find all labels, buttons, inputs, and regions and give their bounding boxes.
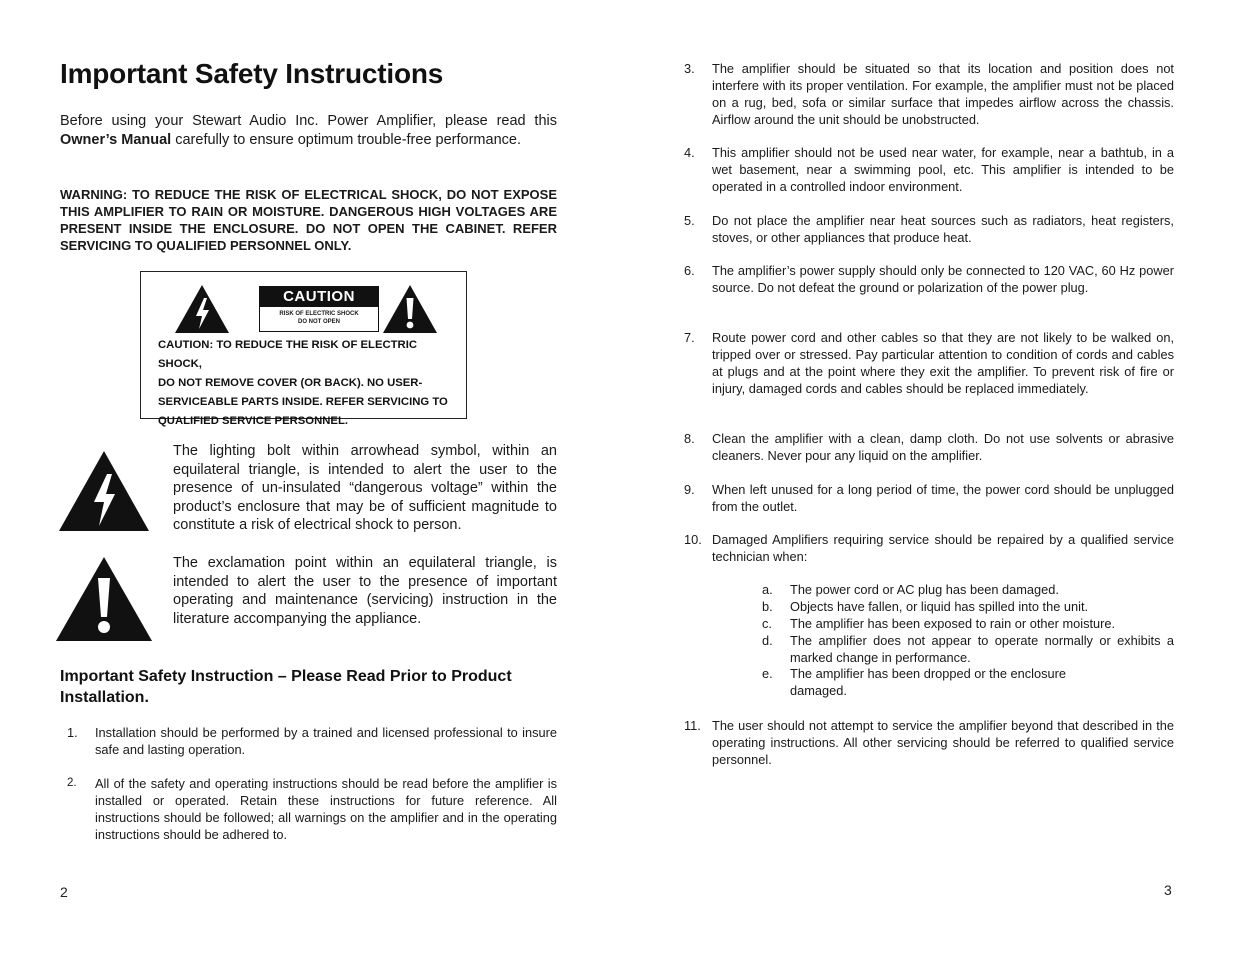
list-item-number: 11. bbox=[684, 718, 701, 733]
list-item-number: 2. bbox=[67, 777, 77, 789]
caution-box bbox=[140, 271, 467, 427]
caution-text-line-3: SERVICEABLE PARTS INSIDE. REFER SERVICING TO bbox=[158, 396, 448, 408]
list-item bbox=[67, 724, 557, 760]
intro-text-before: Before using your Stewart Audio Inc. Power Amplifier, please read this bbox=[60, 113, 557, 129]
sub-list-item-letter: e. bbox=[762, 666, 773, 681]
sub-list-item-text: The amplifier does not appear to operate normally or exhibits a marked change in performance. bbox=[790, 633, 1174, 665]
list-item-text: When left unused for a long period of time, the power cord should be unplugged from the outlet. bbox=[712, 482, 1174, 514]
list-item-text: Clean the amplifier with a clean, damp cloth. Do not use solvents or abrasive cleaners. Never pour any liquid on the amplifier. bbox=[712, 431, 1174, 463]
caution-label-head: CAUTION bbox=[260, 287, 378, 307]
left-page bbox=[0, 0, 617, 954]
caution-box-text bbox=[158, 336, 458, 431]
list-item-number: 4. bbox=[684, 145, 695, 160]
list-item-number: 8. bbox=[684, 431, 695, 446]
lightning-symbol-description: The lighting bolt within arrowhead symbol, within an equilateral triangle, is intended to alert the user to the presence of un-insulated “dangerous voltage” within the product’s enclosure that may be of sufficient magnitude to constitute a risk of electrical shock to person. bbox=[173, 443, 557, 534]
list-item-text: The amplifier’s power supply should only be connected to 120 VAC, 60 Hz power source. Do not defeat the ground or polarization of the power plug. bbox=[712, 263, 1174, 295]
list-item bbox=[684, 481, 1174, 517]
list-item-number: 1. bbox=[67, 725, 78, 740]
list-item bbox=[684, 144, 1174, 196]
exclamation-triangle-icon bbox=[55, 556, 153, 642]
caution-label-sub-line-2: DO NOT OPEN bbox=[297, 319, 340, 325]
intro-owners-manual: Owner’s Manual bbox=[60, 132, 172, 148]
page-number: 2 bbox=[60, 884, 68, 900]
page-title: Important Safety Instructions bbox=[60, 58, 444, 89]
sub-list-item-letter: a. bbox=[762, 582, 773, 597]
intro-text-after: carefully to ensure optimum trouble-free performance. bbox=[171, 132, 521, 148]
sub-list-item-text: The amplifier has been dropped or the enclosure damaged. bbox=[790, 666, 1067, 698]
lightning-triangle-icon bbox=[58, 450, 150, 532]
exclamation-triangle-icon bbox=[382, 284, 438, 334]
list-item-text: Do not place the amplifier near heat sources such as radiators, heat registers, stoves, or other appliances that produce heat. bbox=[712, 213, 1174, 245]
sub-list-item-text: The power cord or AC plug has been damaged. bbox=[790, 582, 1059, 597]
sub-list-item-text: The amplifier has been exposed to rain or other moisture. bbox=[790, 616, 1116, 631]
page-number: 3 bbox=[1164, 882, 1172, 898]
sub-list-item-text: Objects have fallen, or liquid has spilled into the unit. bbox=[790, 599, 1089, 614]
list-item-number: 3. bbox=[684, 61, 695, 76]
sub-list-item-letter: c. bbox=[762, 616, 772, 631]
section-subheading: Important Safety Instruction – Please Read Prior to Product Installation. bbox=[60, 668, 512, 706]
lightning-triangle-icon bbox=[174, 284, 230, 334]
list-item-number: 10. bbox=[684, 532, 702, 547]
caution-text-line-2: DO NOT REMOVE COVER (OR BACK). NO USER- bbox=[158, 377, 423, 389]
exclamation-symbol-description: The exclamation point within an equilateral triangle, is intended to alert the user to the presence of important operating and maintenance (servicing) instruction in the literature accompanying the appliance. bbox=[173, 555, 557, 627]
list-item-text: The user should not attempt to service the amplifier beyond that described in the operating instructions. All other servicing should be referred to qualified service personnel. bbox=[712, 718, 1174, 767]
caution-label-sub bbox=[260, 307, 378, 326]
list-item bbox=[67, 775, 557, 845]
list-item-text: The amplifier should be situated so that its location and position does not interfere with its proper ventilation. For example, the amplifier must not be placed on a rug, bed, sofa or similar surface that impedes airflow across the chassis. Airflow around the unit should be unobstructed. bbox=[712, 61, 1174, 127]
list-item bbox=[684, 212, 1174, 248]
list-item-number: 9. bbox=[684, 482, 695, 497]
caution-label bbox=[259, 286, 379, 332]
sub-list-item-letter: b. bbox=[762, 599, 773, 614]
caution-text-line-1: CAUTION: TO REDUCE THE RISK OF ELECTRIC SHOCK, bbox=[158, 339, 417, 370]
intro-paragraph bbox=[60, 112, 557, 150]
list-item bbox=[684, 430, 1174, 466]
caution-label-sub-line-1: RISK OF ELECTRIC SHOCK bbox=[279, 311, 359, 317]
list-item-number: 7. bbox=[684, 330, 695, 345]
list-item-text: Damaged Amplifiers requiring service should be repaired by a qualified service technician when: bbox=[712, 532, 1174, 564]
list-item-number: 6. bbox=[684, 263, 695, 278]
caution-text-line-4: QUALIFIED SERVICE PERSONNEL. bbox=[158, 415, 348, 427]
list-item bbox=[684, 329, 1174, 415]
list-item bbox=[684, 60, 1174, 130]
warning-paragraph: WARNING: TO REDUCE THE RISK OF ELECTRICAL SHOCK, DO NOT EXPOSE THIS AMPLIFIER TO RAIN OR MOISTURE. DANGEROUS HIGH VOLTAGES ARE PRESENT INSIDE THE ENCLOSURE. DO NOT OPEN THE CABINET. REFER SERVICING TO QUALIFIED PERSONNEL ONLY. bbox=[60, 187, 557, 253]
list-item-text: All of the safety and operating instructions should be read before the amplifier is installed or operated. Retain these instructions for future reference. All instructions should be followed; all warnings on the amplifier and in the operating instructions should be adhered to. bbox=[95, 776, 557, 842]
sub-list-item-letter: d. bbox=[762, 633, 773, 648]
list-item-text: Route power cord and other cables so that they are not likely to be walked on, tripped over or stressed. Pay particular attention to condition of cords and cables at plugs and at the point where they exit the amplifier. To prevent risk of fire or injury, damaged cords and cables should be replaced immediately. bbox=[712, 330, 1174, 396]
right-page bbox=[618, 0, 1235, 954]
list-item bbox=[684, 262, 1174, 314]
list-item-text: This amplifier should not be used near water, for example, near a bathtub, in a wet basement, near a swimming pool, etc. This amplifier is intended to be operated in a controlled indoor environment. bbox=[712, 145, 1174, 194]
list-item bbox=[684, 531, 1174, 567]
list-item bbox=[684, 717, 1174, 769]
list-item-text: Installation should be performed by a trained and licensed professional to insure safe and lasting operation. bbox=[95, 725, 557, 757]
list-item-number: 5. bbox=[684, 213, 695, 228]
